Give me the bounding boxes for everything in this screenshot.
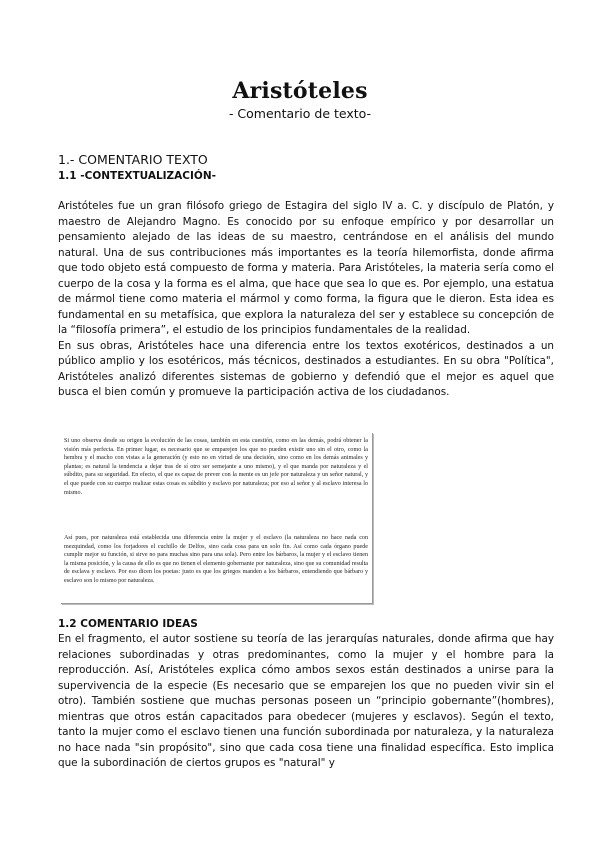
ideas-paragraph-1: En el fragmento, el autor sostiene su teoría de las jerarquías naturales, donde afirma que hay relaciones subordinadas y otras predominantes, como la mujer y el hombre para la reproducción. Así, Aristóteles explica cómo ambos sexos están destinados a unirse para la supervivencia de la especie (Es necesario que se emparejen los que no pueden vivir sin el otro). También sostiene que muchas personas poseen un “principio gobernante”(hombres), mientras que otros están capacitados para obedecer (mujeres y esclavos). Según el texto, tanto la mujer como el esclavo tienen una función subordinada por naturaleza, y la naturaleza no hace nada "sin propósito", sino que cada cosa tiene una finalidad específica. Esto implica que la subordinación de ciertos grupos es "natural" y xyxy=(58,633,554,769)
document-title: Aristóteles xyxy=(232,78,368,104)
text-excerpt-image xyxy=(61,433,373,604)
subsection-contextualizacion: 1.1 -CONTEXTUALIZACIÓN- xyxy=(58,170,216,182)
context-paragraph-2: En sus obras, Aristóteles hace una diferencia entre los textos exotéricos, destinados a un público amplio y los esotéricos, más técnicos, destinados a estudiantes. En su obra "Política", Aristóteles analizó diferentes sistemas de gobierno y defendió que el mejor es aquel que busca el bien común y promueve la participación activa de los ciudadanos. xyxy=(58,339,554,398)
context-text xyxy=(58,199,554,401)
context-paragraph-1: Aristóteles fue un gran filósofo griego de Estagira del siglo IV a. C. y discípulo de Platón, y maestro de Alejandro Magno. Es conocido por su enfoque empírico y por desarrollar un pensamiento alejado de las ideas de su maestro, centrándose en el análisis del mundo natural. Una de sus contribuciones más importantes es la teoría hilemorfista, donde afirma que todo objeto está compuesto de forma y materia. Para Aristóteles, la materia sería como el cuerpo de la cosa y la forma es el alma, que hace que sea lo que es. Por ejemplo, una estatua de mármol tiene como materia el mármol y como forma, la figura que le dieron. Esta idea es fundamental en su metafísica, que explora la naturaleza del ser y establece su concepción de la “filosofía primera”, el estudio de los principios fundamentales de la realidad. xyxy=(58,200,554,336)
document-subtitle: - Comentario de texto- xyxy=(228,106,372,121)
ideas-text xyxy=(58,632,554,772)
excerpt-paragraph-1: Si uno observa desde su origen la evolución de las cosas, también en esta cuestión, como en las demás, podrá obtener la visión más perfecta. En primer lugar, es necesario que se emparejen los que no pueden existir uno sin el otro, como la hembra y el macho con vistas a la generación (y esto no en virtud de una decisión, sino como en los demás animales y plantas; es natural la tendencia a dejar tras de sí otro ser semejante a uno mismo), y el que manda por naturaleza y el súbdito, para su seguridad. En efecto, el que es capaz de prever con la mente es un jefe por naturaleza y un señor natural, y el que puede con su cuerpo realizar estas cosas es súbdito y esclavo por naturaleza; por eso al señor y al esclavo interesa lo mismo. xyxy=(64,438,368,496)
subsection-comentario-ideas: 1.2 COMENTARIO IDEAS xyxy=(58,618,198,630)
section-heading: 1.- COMENTARIO TEXTO xyxy=(58,152,208,167)
excerpt-paragraph-2: Así pues, por naturaleza está establecida una diferencia entre la mujer y el esclavo (la naturaleza no hace nada con mezquindad, como los forjadores el cuchillo de Delfos, sino cada cosa para un solo fin. Así como cada órgano puede cumplir mejor su función, si sirve no para muchas sino para una sola). Pero entre los bárbaros, la mujer y el esclavo tienen la misma posición, y la causa de ello es que no tienen el elemento gobernante por naturaleza, sino que su comunidad resulta de esclava y esclavo. Por eso dicen los poetas: justo es que los griegos manden a los bárbaros, entendiendo que bárbaro y esclavo son lo mismo por naturaleza. xyxy=(64,535,368,584)
